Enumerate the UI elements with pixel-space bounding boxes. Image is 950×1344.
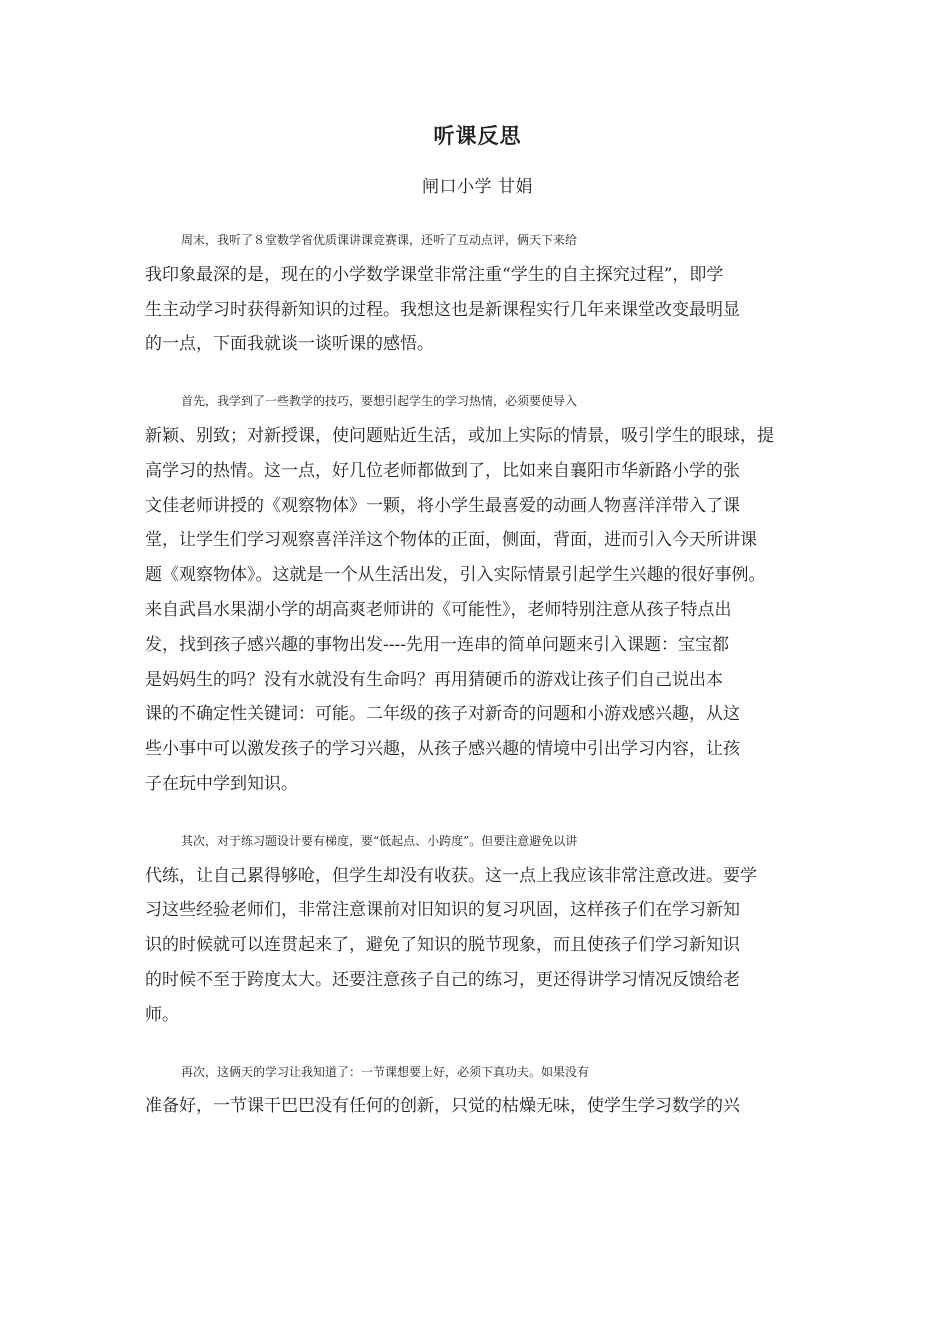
paragraph-line: 识的时候就可以连贯起来了，避免了知识的脱节现象，而且使孩子们学习新知识 bbox=[145, 935, 740, 956]
paragraph-line: 高学习的热情。这一点，好几位老师都做到了，比如来自襄阳市华新路小学的张 bbox=[145, 460, 740, 481]
paragraph bbox=[145, 384, 810, 802]
paragraph-line: 的一点，下面我就谈一谈听课的感悟。 bbox=[145, 334, 434, 355]
paragraph-line: 来自武昌水果湖小学的胡高爽老师讲的《可能性》，老师特别注意从孩子特点出 bbox=[145, 599, 732, 620]
paragraph-line: 堂，让学生们学习观察喜洋洋这个物体的正面，侧面，背面，进而引入今天所讲课 bbox=[145, 530, 757, 551]
paragraph-line: 再次，这俩天的学习让我知道了：一节课想要上好，必须下真功夫。如果没有 bbox=[181, 1064, 590, 1079]
paragraph-line: 是妈妈生的吗？没有水就没有生命吗？再用猜硬币的游戏让孩子们自己说出本 bbox=[145, 669, 723, 690]
paragraph-line: 子在玩中学到知识。 bbox=[145, 773, 298, 794]
document-author: 闸口小学 甘娟 bbox=[422, 177, 533, 197]
paragraph-line: 题《观察物体》。这就是一个从生活出发，引入实际情景引起学生兴趣的很好事例。 bbox=[145, 565, 766, 586]
paragraph-line: 代练，让自己累得够呛，但学生却没有收获。这一点上我应该非常注意改进。要学 bbox=[145, 865, 757, 886]
paragraph bbox=[145, 824, 810, 1033]
paragraph-line: 准备好，一节课干巴巴没有任何的创新，只觉的枯燥无味，使学生学习数学的兴 bbox=[145, 1096, 740, 1117]
paragraph-line: 首先，我学到了一些教学的技巧，要想引起学生的学习热情，必须要使导入 bbox=[181, 394, 578, 409]
paragraph bbox=[145, 223, 810, 362]
document-title: 听课反思 bbox=[433, 123, 522, 148]
document-page bbox=[145, 120, 810, 1146]
paragraph-line: 师。 bbox=[145, 1004, 179, 1025]
paragraph-line: 其次，对于练习题设计要有梯度，要“低起点、小跨度”。但要注意避免以讲 bbox=[181, 833, 578, 848]
document-body bbox=[145, 223, 810, 1124]
paragraph-line: 新颖、别致；对新授课，使问题贴近生活，或加上实际的情景，吸引学生的眼球，提 bbox=[145, 425, 774, 446]
paragraph-line: 周末，我听了８堂数学省优质课讲课竞赛课，还听了互动点评，俩天下来给 bbox=[181, 233, 578, 247]
paragraph-line: 的时候不至于跨度太大。还要注意孩子自己的练习，更还得讲学习情况反馈给老 bbox=[145, 969, 740, 990]
paragraph-line: 我印象最深的是，现在的小学数学课堂非常注重“学生的自主探究过程”，即学 bbox=[145, 264, 724, 285]
paragraph-line: 文佳老师讲授的《观察物体》一颗，将小学生最喜爱的动画人物喜洋洋带入了课 bbox=[145, 495, 740, 516]
paragraph-line: 发，找到孩子感兴趣的事物出发----先用一连串的简单问题来引入课题：宝宝都 bbox=[145, 634, 729, 655]
paragraph bbox=[145, 1055, 810, 1125]
paragraph-line: 些小事中可以激发孩子的学习兴趣，从孩子感兴趣的情境中引出学习内容，让孩 bbox=[145, 739, 740, 760]
paragraph-line: 课的不确定性关键词：可能。二年级的孩子对新奇的问题和小游戏感兴趣，从这 bbox=[145, 704, 740, 725]
paragraph-line: 习这些经验老师们，非常注意课前对旧知识的复习巩固，这样孩子们在学习新知 bbox=[145, 900, 740, 921]
paragraph-line: 生主动学习时获得新知识的过程。我想这也是新课程实行几年来课堂改变最明显 bbox=[145, 299, 740, 320]
